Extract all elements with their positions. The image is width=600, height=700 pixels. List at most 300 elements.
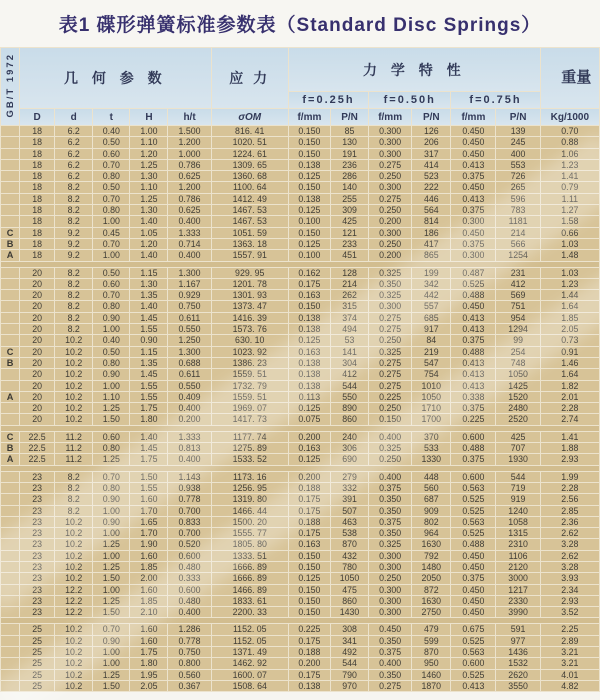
table-cell: 816. 41: [212, 126, 288, 136]
table-cell: 0.300: [369, 137, 411, 147]
table-row: [1, 414, 599, 424]
series-label-cell: [1, 681, 19, 691]
table-cell: 0.125: [289, 335, 330, 345]
table-cell: 0.45: [93, 228, 129, 238]
table-cell: 317: [412, 149, 450, 159]
table-cell: 1330: [412, 454, 450, 464]
table-cell: 1.200: [168, 182, 210, 192]
table-cell: 412: [331, 369, 368, 379]
table-row: [1, 268, 599, 278]
table-cell: 0.350: [369, 528, 411, 538]
table-cell: 2.05: [541, 324, 599, 334]
table-cell: 6.2: [55, 160, 92, 170]
table-cell: 0.70: [93, 239, 129, 249]
table-cell: 23: [20, 494, 54, 504]
table-cell: 1630: [412, 539, 450, 549]
table-cell: 1373. 47: [212, 301, 288, 311]
table-cell: 18: [20, 182, 54, 192]
table-cell: 255: [331, 194, 368, 204]
table-cell: 23: [20, 596, 54, 606]
table-cell: 0.488: [451, 443, 495, 453]
table-cell: 23: [20, 585, 54, 595]
table-cell: 1.50: [93, 573, 129, 583]
table-cell: 8.2: [55, 494, 92, 504]
table-cell: 0.413: [451, 369, 495, 379]
table-cell: 18: [20, 137, 54, 147]
table-cell: 0.80: [93, 358, 129, 368]
table-cell: 1.99: [541, 472, 599, 482]
table-cell: 0.138: [289, 369, 330, 379]
table-cell: 1.00: [93, 381, 129, 391]
table-cell: 0.150: [289, 137, 330, 147]
table-cell: 0.50: [93, 347, 129, 357]
table-cell: 507: [331, 506, 368, 516]
table-cell: 1.45: [130, 443, 167, 453]
table-cell: 1.300: [168, 268, 210, 278]
series-label-cell: [1, 301, 19, 311]
series-label-cell: [1, 624, 19, 634]
table-cell: 0.333: [168, 573, 210, 583]
table-cell: 8.2: [55, 313, 92, 323]
table-cell: 0.367: [168, 681, 210, 691]
table-cell: 20: [20, 301, 54, 311]
table-row: [1, 279, 599, 289]
table-cell: 1.500: [168, 126, 210, 136]
table-cell: 1.40: [130, 432, 167, 442]
table-cell: 1555. 77: [212, 528, 288, 538]
table-cell: 1666. 89: [212, 562, 288, 572]
table-cell: 0.200: [369, 216, 411, 226]
table-cell: 2.28: [541, 403, 599, 413]
table-cell: 0.70: [93, 624, 129, 634]
table-cell: 0.138: [289, 313, 330, 323]
table-row: [1, 403, 599, 413]
table-cell: 0.714: [168, 239, 210, 249]
table-cell: 1315: [496, 528, 539, 538]
table-cell: 20: [20, 290, 54, 300]
table-cell: 0.525: [451, 528, 495, 538]
table-cell: 1.00: [93, 585, 129, 595]
table-cell: 1.85: [130, 596, 167, 606]
table-cell: 1732. 79: [212, 381, 288, 391]
table-cell: 0.138: [289, 358, 330, 368]
series-label-cell: [1, 562, 19, 572]
table-cell: 687: [412, 494, 450, 504]
table-row: [1, 624, 599, 634]
table-cell: 2.74: [541, 414, 599, 424]
table-cell: 0.250: [369, 239, 411, 249]
column-header-D: D: [20, 109, 54, 125]
table-cell: 3.52: [541, 607, 599, 617]
table-cell: 1.75: [130, 454, 167, 464]
table-cell: 0.350: [369, 636, 411, 646]
table-cell: 2620: [496, 670, 539, 680]
series-label-cell: [1, 205, 19, 215]
table-cell: 448: [412, 472, 450, 482]
table-cell: 0.550: [168, 381, 210, 391]
table-cell: 596: [496, 194, 539, 204]
table-cell: 425: [331, 216, 368, 226]
table-cell: 0.80: [93, 483, 129, 493]
table-cell: 0.175: [289, 494, 330, 504]
table-cell: 22.5: [20, 443, 54, 453]
series-label-cell: B: [1, 358, 19, 368]
table-cell: 10.2: [55, 624, 92, 634]
table-cell: 1.55: [130, 392, 167, 402]
table-cell: 1050: [412, 392, 450, 402]
table-cell: 2.36: [541, 517, 599, 527]
series-label-cell: [1, 216, 19, 226]
table-cell: 2.85: [541, 506, 599, 516]
table-cell: 0.50: [93, 268, 129, 278]
table-cell: 0.350: [369, 279, 411, 289]
table-cell: 1.27: [541, 205, 599, 215]
table-cell: 0.90: [93, 313, 129, 323]
table-cell: 1.45: [130, 369, 167, 379]
table-cell: 306: [331, 443, 368, 453]
table-cell: 1.30: [130, 279, 167, 289]
table-cell: 0.250: [369, 454, 411, 464]
table-cell: 1480: [412, 562, 450, 572]
table-cell: 6.2: [55, 149, 92, 159]
series-label-cell: [1, 483, 19, 493]
table-cell: 0.833: [168, 517, 210, 527]
table-cell: 970: [331, 681, 368, 691]
table-row: [1, 347, 599, 357]
table-cell: 1.70: [130, 528, 167, 538]
table-cell: 0.125: [289, 403, 330, 413]
group-separator-cell: [1, 262, 599, 267]
table-cell: 0.150: [289, 607, 330, 617]
table-cell: 391: [331, 494, 368, 504]
table-cell: 1371. 49: [212, 647, 288, 657]
table-cell: 0.450: [451, 596, 495, 606]
column-header-kg-1000: Kg/1000: [541, 109, 599, 125]
table-row: [1, 381, 599, 391]
table-cell: 0.175: [289, 279, 330, 289]
table-cell: 872: [412, 585, 450, 595]
table-cell: 1805. 80: [212, 539, 288, 549]
table-cell: 0.325: [369, 347, 411, 357]
table-row: [1, 585, 599, 595]
table-cell: 0.488: [451, 539, 495, 549]
series-label-cell: [1, 539, 19, 549]
table-cell: 0.80: [93, 205, 129, 215]
table-cell: 1.00: [93, 551, 129, 561]
table-cell: 0.125: [289, 171, 330, 181]
table-cell: 3.21: [541, 658, 599, 668]
table-cell: 25: [20, 647, 54, 657]
table-cell: 1.60: [130, 585, 167, 595]
table-cell: 0.413: [451, 194, 495, 204]
table-cell: 1600. 07: [212, 670, 288, 680]
table-cell: 222: [412, 182, 450, 192]
table-cell: 1.00: [130, 126, 167, 136]
table-cell: 870: [331, 539, 368, 549]
table-cell: 0.487: [451, 268, 495, 278]
table-cell: 0.90: [93, 369, 129, 379]
table-cell: 0.60: [93, 432, 129, 442]
table-cell: 18: [20, 194, 54, 204]
table-cell: 0.150: [289, 551, 330, 561]
table-row: [1, 324, 599, 334]
table-cell: 0.413: [451, 160, 495, 170]
table-cell: 0.488: [451, 347, 495, 357]
table-cell: 1.46: [541, 358, 599, 368]
table-cell: 10.2: [55, 381, 92, 391]
header-row-columns: [1, 109, 599, 125]
table-cell: 1.00: [93, 658, 129, 668]
column-header-P-N-050: P/N: [412, 109, 450, 125]
table-cell: 1.60: [130, 551, 167, 561]
table-cell: 12.2: [55, 596, 92, 606]
table-cell: 0.413: [451, 358, 495, 368]
group-separator-cell: [1, 466, 599, 471]
table-cell: 0.163: [289, 539, 330, 549]
table-cell: 1.48: [541, 250, 599, 260]
table-cell: 0.300: [369, 126, 411, 136]
table-cell: 1.15: [130, 347, 167, 357]
table-cell: 0.625: [168, 205, 210, 215]
table-cell: 199: [412, 268, 450, 278]
series-label-cell: [1, 137, 19, 147]
table-cell: 0.90: [93, 494, 129, 504]
table-cell: 0.350: [369, 494, 411, 504]
table-cell: 0.413: [451, 313, 495, 323]
series-label-cell: [1, 414, 19, 424]
table-cell: 231: [496, 268, 539, 278]
series-label-cell: [1, 551, 19, 561]
series-label-cell: [1, 268, 19, 278]
table-cell: 0.225: [289, 624, 330, 634]
table-cell: 544: [496, 472, 539, 482]
table-row: [1, 443, 599, 453]
table-cell: 0.150: [289, 585, 330, 595]
table-cell: 0.600: [168, 585, 210, 595]
table-cell: 18: [20, 171, 54, 181]
series-label-cell: A: [1, 392, 19, 402]
table-row: [1, 182, 599, 192]
table-cell: 1.95: [130, 670, 167, 680]
table-row: [1, 472, 599, 482]
table-cell: 790: [331, 670, 368, 680]
table-cell: 2200. 33: [212, 607, 288, 617]
table-cell: 564: [412, 205, 450, 215]
table-cell: 10.2: [55, 647, 92, 657]
table-cell: 18: [20, 205, 54, 215]
table-cell: 0.275: [369, 681, 411, 691]
table-cell: 8.2: [55, 279, 92, 289]
table-cell: 10.2: [55, 573, 92, 583]
table-cell: 0.750: [168, 301, 210, 311]
table-cell: 0.400: [369, 472, 411, 482]
table-cell: 0.625: [168, 171, 210, 181]
table-cell: 1294: [496, 324, 539, 334]
table-cell: 1.286: [168, 624, 210, 634]
table-cell: 370: [412, 432, 450, 442]
table-cell: 719: [496, 483, 539, 493]
table-cell: 1.50: [93, 414, 129, 424]
table-cell: 0.90: [130, 335, 167, 345]
table-cell: 128: [331, 268, 368, 278]
table-cell: 1058: [496, 517, 539, 527]
column-header-sigma: σOM: [212, 109, 288, 125]
table-cell: 0.200: [289, 658, 330, 668]
table-cell: 0.525: [451, 506, 495, 516]
table-cell: 9.2: [55, 250, 92, 260]
table-cell: 0.275: [369, 369, 411, 379]
table-cell: 1.65: [130, 517, 167, 527]
table-cell: 1.25: [93, 539, 129, 549]
table-cell: 1533. 52: [212, 454, 288, 464]
table-cell: 1309. 65: [212, 160, 288, 170]
table-cell: 0.300: [369, 607, 411, 617]
table-cell: 0.125: [289, 454, 330, 464]
table-cell: 8.2: [55, 290, 92, 300]
table-cell: 0.325: [369, 443, 411, 453]
table-cell: 1224. 61: [212, 149, 288, 159]
table-cell: 12.2: [55, 585, 92, 595]
table-cell: 0.778: [168, 494, 210, 504]
table-cell: 0.375: [451, 171, 495, 181]
table-cell: 1.64: [541, 301, 599, 311]
table-cell: 1201. 78: [212, 279, 288, 289]
table-cell: 0.450: [451, 149, 495, 159]
table-cell: 0.50: [93, 137, 129, 147]
table-cell: 1430: [331, 607, 368, 617]
table-cell: 8.2: [55, 483, 92, 493]
series-label-cell: [1, 472, 19, 482]
table-cell: 1.40: [130, 301, 167, 311]
table-cell: 1.10: [130, 182, 167, 192]
table-cell: 126: [412, 126, 450, 136]
table-cell: 2.01: [541, 392, 599, 402]
table-cell: 10.2: [55, 539, 92, 549]
series-label-cell: [1, 596, 19, 606]
table-cell: 954: [496, 313, 539, 323]
table-cell: 494: [331, 324, 368, 334]
table-cell: 0.188: [289, 517, 330, 527]
table-cell: 1010: [412, 381, 450, 391]
table-cell: 1173. 16: [212, 472, 288, 482]
table-cell: 1833. 61: [212, 596, 288, 606]
table-cell: 1.45: [130, 313, 167, 323]
table-cell: 726: [496, 171, 539, 181]
table-cell: 707: [496, 443, 539, 453]
table-cell: 0.778: [168, 636, 210, 646]
table-cell: 870: [412, 647, 450, 657]
table-cell: 0.450: [451, 137, 495, 147]
series-label-cell: [1, 182, 19, 192]
table-cell: 286: [331, 171, 368, 181]
table-cell: 0.113: [289, 392, 330, 402]
table-cell: 0.200: [289, 472, 330, 482]
table-cell: 1.20: [130, 239, 167, 249]
table-cell: 1152. 05: [212, 636, 288, 646]
table-cell: 1256. 95: [212, 483, 288, 493]
table-cell: 0.250: [369, 403, 411, 413]
table-cell: 1436: [496, 647, 539, 657]
table-cell: 0.450: [369, 624, 411, 634]
table-cell: 8.2: [55, 268, 92, 278]
series-label-cell: [1, 494, 19, 504]
table-cell: 0.250: [369, 171, 411, 181]
table-cell: 1.333: [168, 432, 210, 442]
table-cell: 432: [331, 551, 368, 561]
table-row: [1, 358, 599, 368]
table-cell: 1050: [496, 369, 539, 379]
table-cell: 1559. 51: [212, 392, 288, 402]
table-cell: 0.300: [369, 182, 411, 192]
table-cell: 25: [20, 658, 54, 668]
column-header-f-mm-050: f/mm: [369, 109, 411, 125]
table-cell: 451: [331, 250, 368, 260]
table-cell: 20: [20, 268, 54, 278]
table-cell: 0.79: [541, 182, 599, 192]
table-cell: 219: [412, 347, 450, 357]
table-cell: 10.2: [55, 681, 92, 691]
table-cell: 566: [496, 239, 539, 249]
standard-code-text: GB/T 1972: [4, 52, 16, 118]
table-cell: 20: [20, 313, 54, 323]
table-cell: 2310: [496, 539, 539, 549]
table-cell: 0.786: [168, 194, 210, 204]
table-cell: 2.25: [541, 624, 599, 634]
table-cell: 814: [412, 216, 450, 226]
series-label-cell: C: [1, 432, 19, 442]
table-cell: 0.300: [369, 562, 411, 572]
table-cell: 929. 95: [212, 268, 288, 278]
table-cell: 0.375: [451, 335, 495, 345]
table-cell: 25: [20, 681, 54, 691]
table-cell: 23: [20, 483, 54, 493]
table-cell: 1.35: [130, 358, 167, 368]
table-row: [1, 607, 599, 617]
table-cell: 1.00: [93, 647, 129, 657]
table-cell: 1.00: [93, 506, 129, 516]
series-label-cell: [1, 381, 19, 391]
table-cell: 18: [20, 160, 54, 170]
series-label-cell: [1, 313, 19, 323]
table-cell: 4.01: [541, 670, 599, 680]
table-cell: 18: [20, 228, 54, 238]
table-cell: 630. 10: [212, 335, 288, 345]
table-cell: 0.413: [451, 681, 495, 691]
table-row: [1, 160, 599, 170]
table-cell: 0.250: [369, 335, 411, 345]
table-cell: 1.85: [541, 313, 599, 323]
table-cell: 130: [331, 137, 368, 147]
table-cell: 0.275: [369, 358, 411, 368]
table-cell: 1.58: [541, 216, 599, 226]
table-cell: 0.400: [168, 216, 210, 226]
table-cell: 2.89: [541, 636, 599, 646]
table-cell: 308: [331, 624, 368, 634]
geometry-group-header: 几 何 参 数: [20, 48, 211, 108]
table-cell: 1.70: [130, 506, 167, 516]
table-cell: 0.138: [289, 381, 330, 391]
table-row: [1, 432, 599, 442]
table-cell: 475: [331, 585, 368, 595]
table-cell: 0.150: [289, 562, 330, 572]
table-cell: 1.143: [168, 472, 210, 482]
series-label-cell: B: [1, 443, 19, 453]
table-cell: 1700: [412, 414, 450, 424]
series-label-cell: [1, 369, 19, 379]
table-cell: 18: [20, 126, 54, 136]
table-cell: 0.70: [93, 290, 129, 300]
table-row: [1, 670, 599, 680]
